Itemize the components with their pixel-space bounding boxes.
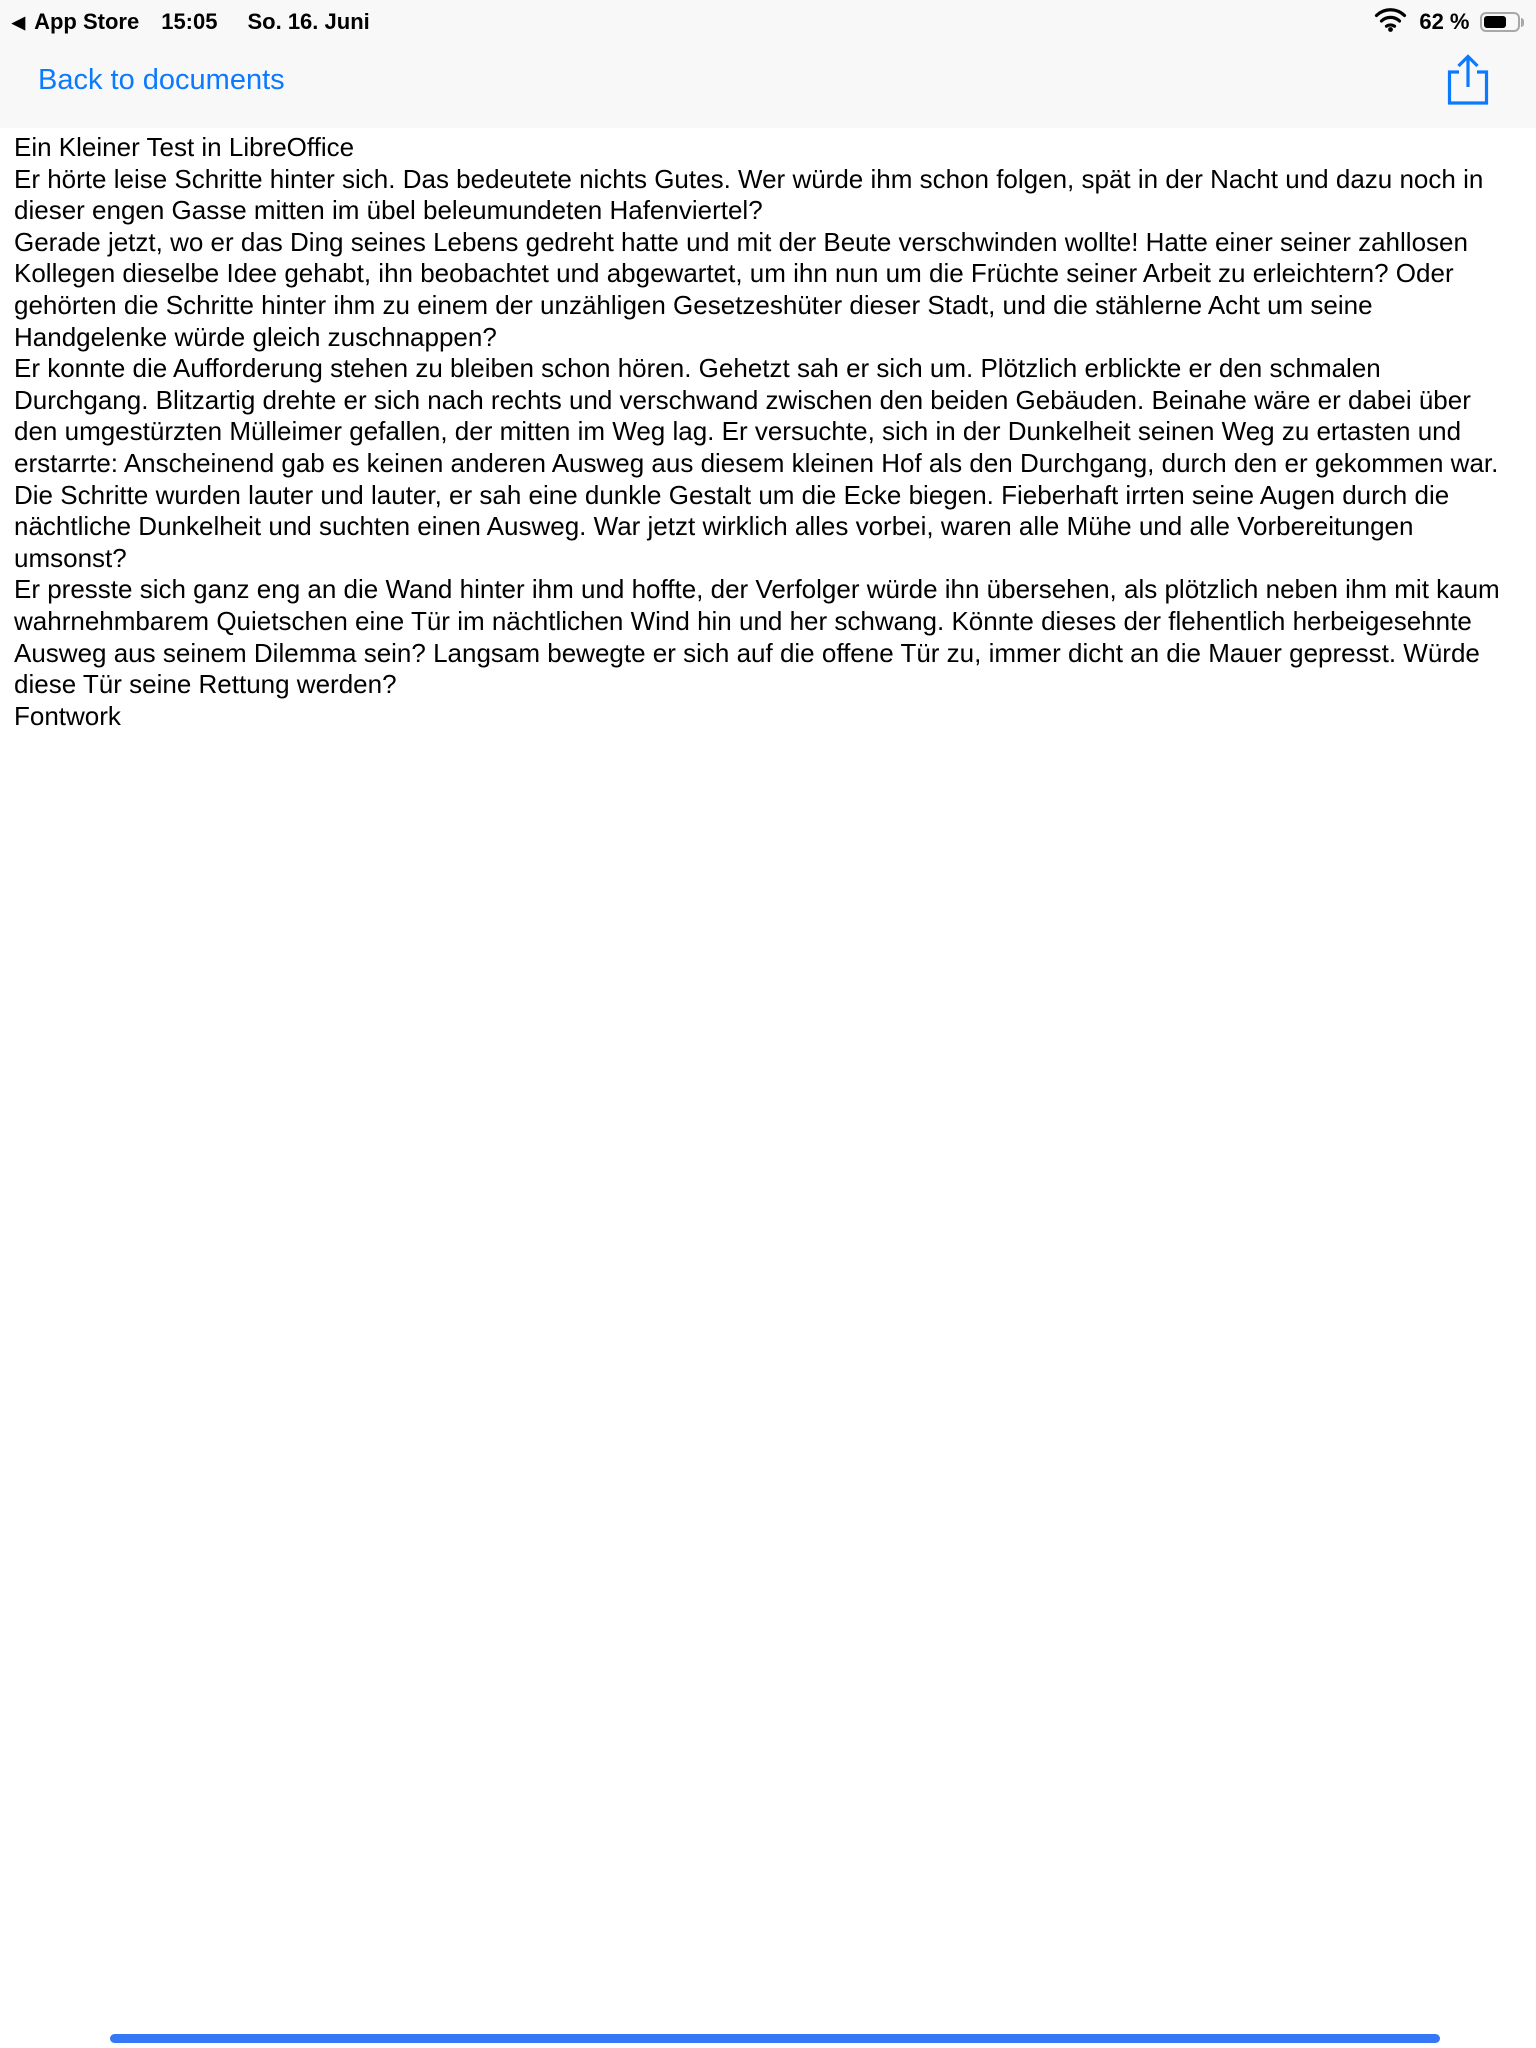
header	[0, 0, 1536, 128]
nav-bar	[0, 40, 1536, 128]
document-paragraph: Er presste sich ganz eng an die Wand hinter ihm und hoffte, der Verfolger würde ihn übersehen, als plötzlich neben ihm mit kaum wahrnehmbarem Quietschen eine Tür im nächtlichen Wind hin und her schwang. Könnte dieses der flehentlich herbeigesehnte Ausweg aus seinem Dilemma sein? Langsam bewegte er sich auf die offene Tür zu, immer dicht an die Mauer gepresst. Würde diese Tür seine Rettung werden?	[14, 574, 1500, 700]
document-paragraph: Er konnte die Aufforderung stehen zu bleiben schon hören. Gehetzt sah er sich um. Plötzlich erblickte er den schmalen Durchgang. Blitzartig drehte er sich nach rechts und verschwand zwischen den beiden Gebäuden. Beinahe wäre er dabei über den umgestürzten Mülleimer gefallen, der mitten im Weg lag. Er versuchte, sich in der Dunkelheit seinen Weg zu ertasten und erstarrte: Anscheinend gab es keinen anderen Ausweg aus diesem kleinen Hof als den Durchgang, durch den er gekommen war.	[14, 353, 1499, 478]
back-to-app-icon[interactable]: ◀	[12, 12, 26, 32]
wifi-icon	[1374, 7, 1407, 38]
battery-cap	[1521, 18, 1524, 27]
back-to-app-label[interactable]: App Store	[34, 9, 140, 34]
status-date: So. 16. Juni	[247, 9, 370, 34]
document-paragraph: Er hörte leise Schritte hinter sich. Das bedeutete nichts Gutes. Wer würde ihm schon folgen, spät in der Nacht und dazu noch in dieser engen Gasse mitten im übel beleumundeten Hafenviertel?	[14, 163, 1484, 226]
document-title-line: Ein Kleiner Test in LibreOffice	[14, 132, 355, 162]
document-footer-line: Fontwork	[14, 700, 121, 731]
share-button[interactable]	[1442, 52, 1494, 108]
back-to-documents-button[interactable]: Back to documents	[38, 64, 285, 96]
document-paragraph: Die Schritte wurden lauter und lauter, er sah eine dunkle Gestalt um die Ecke biegen. Fieberhaft irrten seine Augen durch die nächtliche Dunkelheit und suchten einen Ausweg. War jetzt wirklich alles vorbei, waren alle Mühe und alle Vorbereitungen umsonst?	[14, 479, 1450, 573]
status-bar	[0, 0, 1536, 40]
battery-fill	[1484, 16, 1506, 28]
document-view[interactable]	[0, 128, 1536, 2048]
status-time: 15:05	[161, 9, 218, 34]
battery-body	[1480, 12, 1520, 32]
horizontal-scrollbar[interactable]	[110, 2034, 1440, 2043]
battery-icon	[1480, 12, 1525, 32]
battery-percent-label: 62 %	[1419, 9, 1470, 34]
status-bar-right	[1374, 7, 1524, 38]
share-icon	[1442, 52, 1494, 108]
document-paragraph: Gerade jetzt, wo er das Ding seines Lebens gedreht hatte und mit der Beute verschwinden wollte! Hatte einer seiner zahllosen Kollegen dieselbe Idee gehabt, ihn beobachtet und abgewartet, um ihn nun um die Früchte seiner Arbeit zu erleichtern? Oder gehörten die Schritte hinter ihm zu einem der unzähligen Gesetzeshüter dieser Stadt, und die stählerne Acht um seine Handgelenke würde gleich zuschnappen?	[14, 226, 1468, 352]
status-bar-left	[12, 9, 370, 35]
